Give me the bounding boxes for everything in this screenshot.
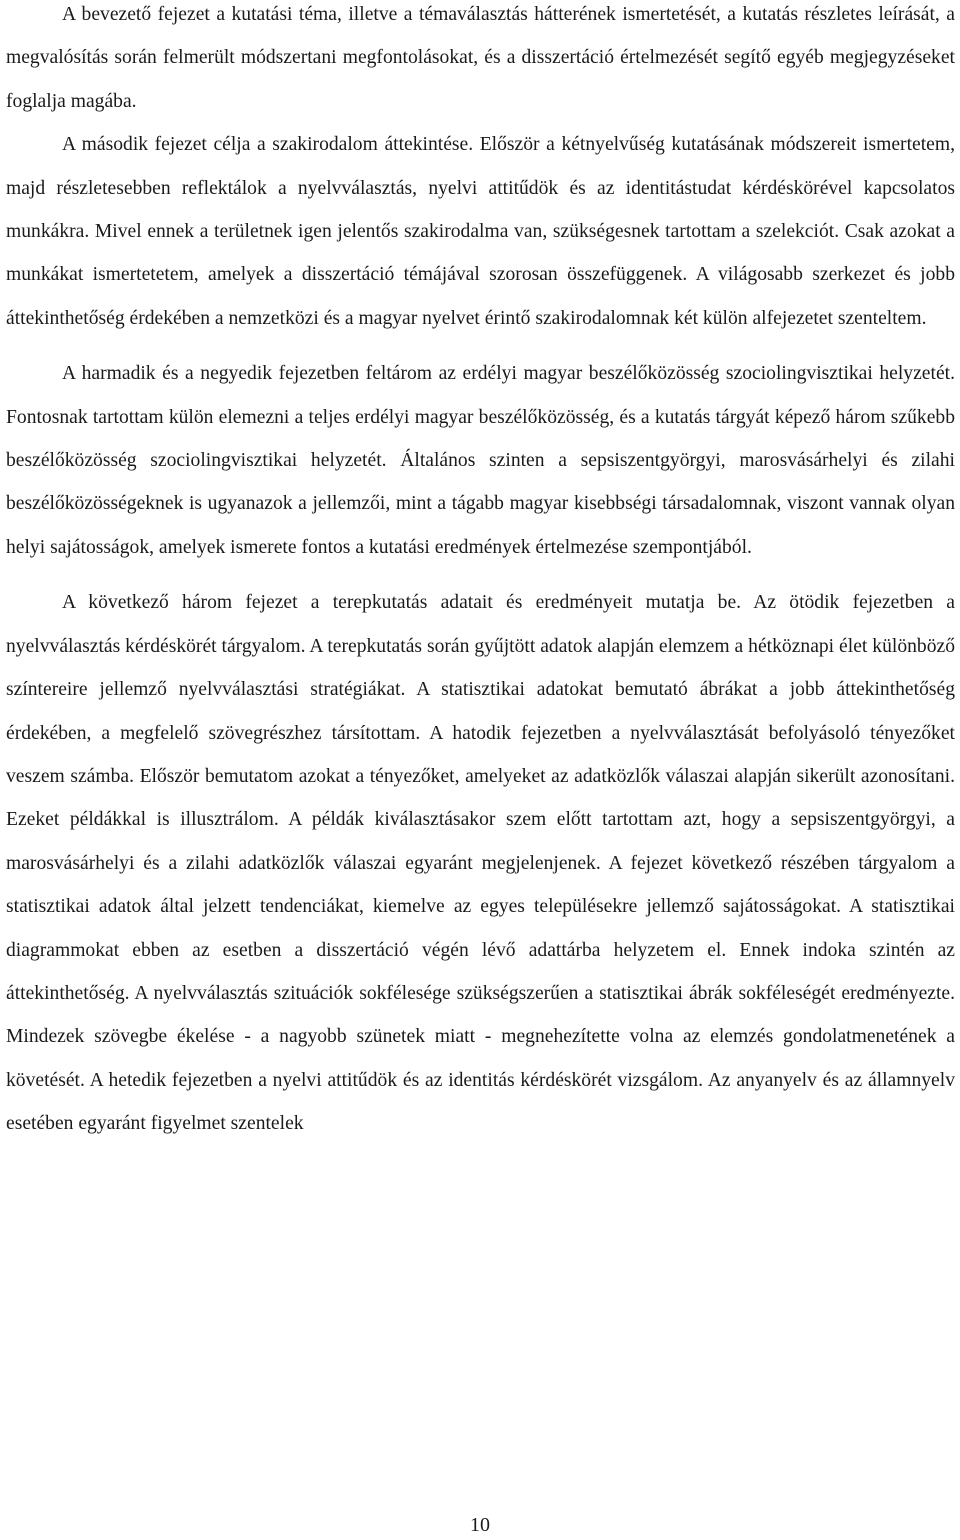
- paragraph-chapters-three-four: A harmadik és a negyedik fejezetben feltárom az erdélyi magyar beszélőközösség szociolingvisztikai helyzetét. Fontosnak tartottam külön elemezni a teljes erdélyi magyar beszélőközösség, és a kutatás tárgyát képező három szűkebb beszélőközösség szociolingvisztikai helyzetét. Általános szinten a sepsiszentgyörgyi, marosvásárhelyi és zilahi beszélőközösségeknek is ugyanazok a jellemzői, mint a tágabb magyar kisebbségi társadalomnak, viszont vannak olyan helyi sajátosságok, amelyek ismerete fontos a kutatási eredmények értelmezése szempontjából.: [6, 363, 955, 558]
- page-number: 10: [470, 1514, 490, 1536]
- paragraph-chapter-two: A második fejezet célja a szakirodalom áttekintése. Először a kétnyelvűség kutatásának módszereit ismertetem, majd részletesebben reflektálok a nyelvválasztás, nyelvi attitűdök és az identitástudat kérdéskörével kapcsolatos munkákra. Mivel ennek a területnek igen jelentős szakirodalma van, szükségesnek tartottam a szelekciót. Csak azokat a munkákat ismertetetem, amelyek a disszertáció témájával szorosan összefüggenek. A világosabb szerkezet és jobb áttekinthetőség érdekében a nemzetközi és a magyar nyelvet érintő szakirodalomnak két külön alfejezetet szenteltem.: [6, 134, 955, 329]
- document-page: [6, 0, 955, 1146]
- paragraph-chapters-five-to-seven: A következő három fejezet a terepkutatás adatait és eredményeit mutatja be. Az ötödik fejezetben a nyelvválasztás kérdéskörét tárgyalom. A terepkutatás során gyűjtött adatok alapján elemzem a hétköznapi élet különböző színtereire jellemző nyelvválasztási stratégiákat. A statisztikai adatokat bemutató ábrákat a jobb áttekinthetőség érdekében, a megfelelő szövegrészhez társítottam. A hatodik fejezetben a nyelvválasztását befolyásoló tényezőket veszem számba. Először bemutatom azokat a tényezőket, amelyeket az adatközlők válaszai alapján sikerült azonosítani. Ezeket példákkal is illusztrálom. A példák kiválasztásakor szem előtt tartottam azt, hogy a sepsiszentgyörgyi, a marosvásárhelyi és a zilahi adatközlők válaszai egyaránt megjelenjenek. A fejezet következő részében tárgyalom a statisztikai adatok által jelzett tendenciákat, kiemelve az egyes településekre jellemző sajátosságokat. A statisztikai diagrammokat ebben az esetben a disszertáció végén lévő adattárba helyzetem el. Ennek indoka szintén az áttekinthetőség. A nyelvválasztás szituációk sokfélesége szükségszerűen a statisztikai ábrák sokféleségét eredményezte. Mindezek szövegbe ékelése - a nagyobb szünetek miatt - megnehezítette volna az elemzés gondolatmenetének a követését. A hetedik fejezetben a nyelvi attitűdök és az identitás kérdéskörét vizsgálom. Az anyanyelv és az államnyelv esetében egyaránt figyelmet szentelek: [6, 592, 955, 1135]
- paragraph-introduction: A bevezető fejezet a kutatási téma, illetve a témaválasztás hátterének ismertetését, a kutatás részletes leírását, a megvalósítás során felmerült módszertani megfontolásokat, és a disszertáció értelmezését segítő egyéb megjegyzéseket foglalja magába.: [6, 4, 955, 112]
